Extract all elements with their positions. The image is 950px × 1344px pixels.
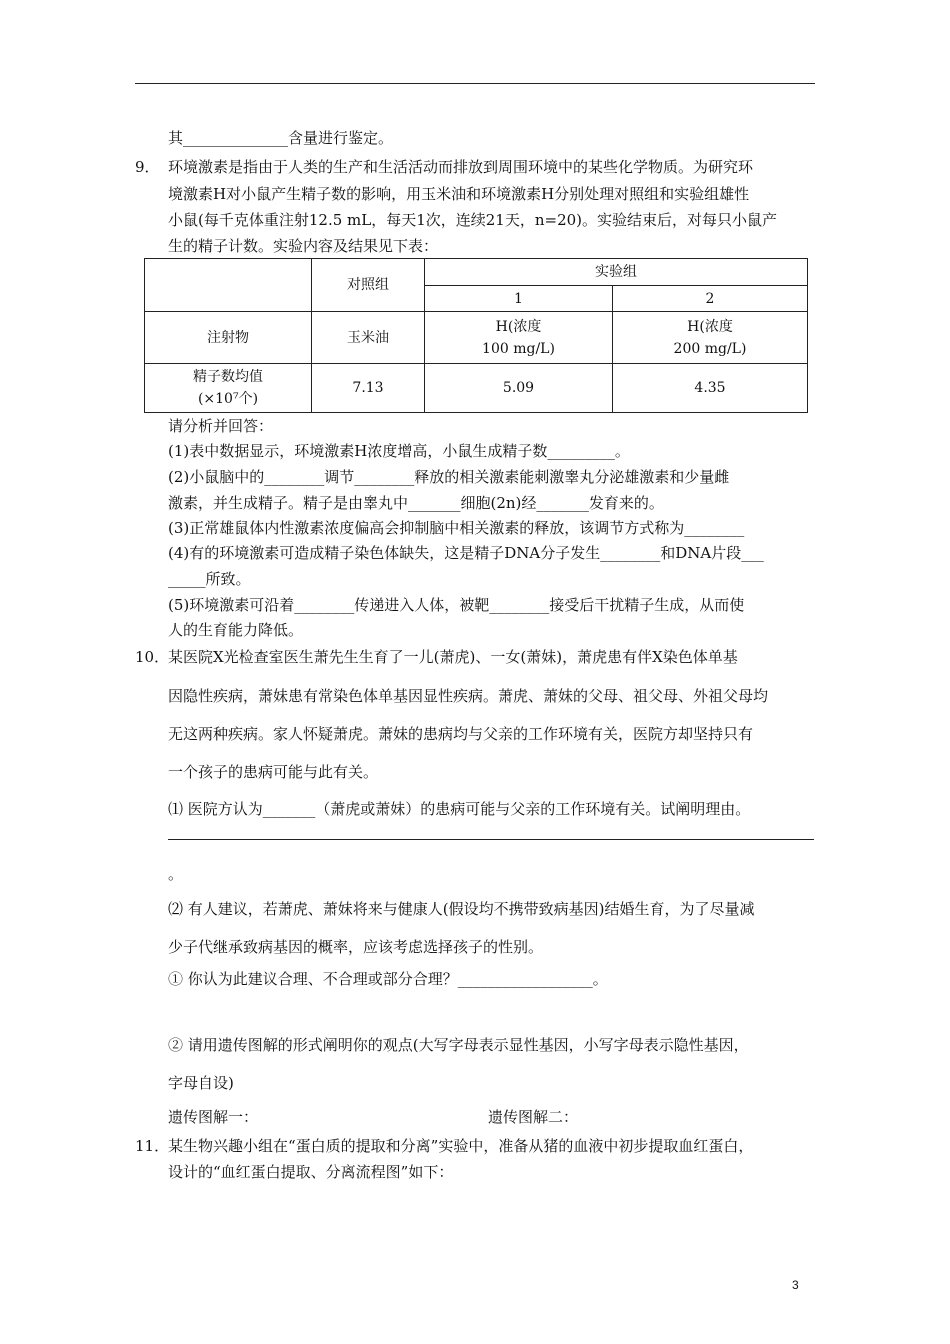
q10-sub2-line: ⑵ 有人建议，若萧虎、萧妹将来与健康人(假设均不携带致病基因)结婚生育，为了尽量减: [168, 900, 755, 918]
page-number: 3: [792, 1278, 799, 1292]
q10-sub2-2-line: ② 请用遗传图解的形式阐明你的观点(大写字母表示显性基因，小写字母表示隐性基因，: [168, 1036, 749, 1054]
q10-sub2-line: 少子代继承致病基因的概率，应该考虑选择孩子的性别。: [168, 938, 544, 956]
header-group-2: 2: [613, 286, 808, 312]
q9-analysis-line: _____所致。: [168, 570, 251, 588]
q10-text-line: 一个孩子的患病可能与此有关。: [168, 763, 379, 781]
row-sperm-control: 7.13: [312, 364, 425, 413]
row-injection-label: 注射物: [145, 312, 312, 364]
q10-sub2-2-line: 字母自设): [168, 1074, 234, 1092]
q9-text-line: 生的精子计数。实验内容及结果见下表：: [168, 237, 439, 255]
q9-analysis-line: (2)小鼠脑中的________调节________释放的相关激素能刺激睾丸分泌雄激素和少量雌: [168, 468, 730, 486]
q10-sub1: ⑴ 医院方认为_______（萧虎或萧妹）的患病可能与父亲的工作环境有关。试阐明理由。: [168, 800, 751, 818]
q9-text-line: 境激素H对小鼠产生精子数的影响，用玉米油和环境激素H分别处理对照组和实验组雄性: [168, 185, 750, 203]
genetic-diagram-1-label: 遗传图解一：: [168, 1108, 259, 1126]
q9-analysis-line: 请分析并回答：: [168, 417, 274, 435]
header-control: 对照组: [312, 259, 425, 312]
q9-analysis-line: (4)有的环境激素可造成精子染色体缺失，这是精子DNA分子发生________和DNA片段___: [168, 544, 764, 562]
q10-number: 10．: [135, 648, 170, 666]
q9-text-line: 环境激素是指由于人类的生产和生活活动而排放到周围环境中的某些化学物质。为研究环: [168, 158, 754, 176]
q11-text-line: 设计的“血红蛋白提取、分离流程图”如下：: [168, 1163, 454, 1181]
q9-analysis-line: (1)表中数据显示，环境激素H浓度增高，小鼠生成精子数_________。: [168, 442, 630, 460]
q9-analysis-line: (3)正常雄鼠体内性激素浓度偏高会抑制脑中相关激素的释放，该调节方式称为________: [168, 519, 745, 537]
q9-analysis-line: 人的生育能力降低。: [168, 621, 304, 639]
q10-text-line: 因隐性疾病，萧妹患有常染色体单基因显性疾病。萧虎、萧妹的父母、祖父母、外祖父母均: [168, 687, 769, 705]
q9-text-line: 小鼠(每千克体重注射12.5 mL，每天1次，连续21天，n=20)。实验结束后，对每只小鼠产: [168, 211, 778, 229]
q11-number: 11．: [135, 1137, 170, 1155]
header-experiment: 实验组: [425, 259, 808, 286]
q9-number: 9．: [135, 158, 160, 176]
q11-text-line: 某生物兴趣小组在“蛋白质的提取和分离”实验中，准备从猪的血液中初步提取血红蛋白，: [168, 1137, 754, 1155]
intro-line: 其______________含量进行鉴定。: [168, 129, 394, 147]
row-sperm-group1: 5.09: [425, 364, 613, 413]
row-injection-control: 玉米油: [312, 312, 425, 364]
row-sperm-label: 精子数均值 (×10⁷个): [145, 364, 312, 413]
q9-analysis-line: 激素，并生成精子。精子是由睾丸中_______细胞(2n)经_______发育来的。: [168, 494, 664, 512]
q10-text-line: 无这两种疾病。家人怀疑萧虎。萧妹的患病均与父亲的工作环境有关，医院方却坚持只有: [168, 725, 754, 743]
header-rule: [135, 83, 815, 84]
row-injection-group1: H(浓度 100 mg/L): [425, 312, 613, 364]
genetic-diagram-2-label: 遗传图解二：: [488, 1108, 579, 1126]
q10-period: 。: [168, 865, 184, 883]
q10-sub2-1: ① 你认为此建议合理、不合理或部分合理？__________________。: [168, 970, 608, 988]
q10-text-line: 某医院X光检查室医生萧先生生育了一儿(萧虎)、一女(萧妹)，萧虎患有伴X染色体单基: [168, 648, 738, 666]
table-corner-cell: [145, 259, 312, 312]
results-table: [144, 258, 808, 413]
row-injection-group2: H(浓度 200 mg/L): [613, 312, 808, 364]
header-group-1: 1: [425, 286, 613, 312]
row-sperm-group2: 4.35: [613, 364, 808, 413]
q9-analysis-line: (5)环境激素可沿着________传递进入人体，被靶________接受后干扰精子生成，从而使: [168, 596, 745, 614]
answer-rule: [168, 839, 814, 840]
